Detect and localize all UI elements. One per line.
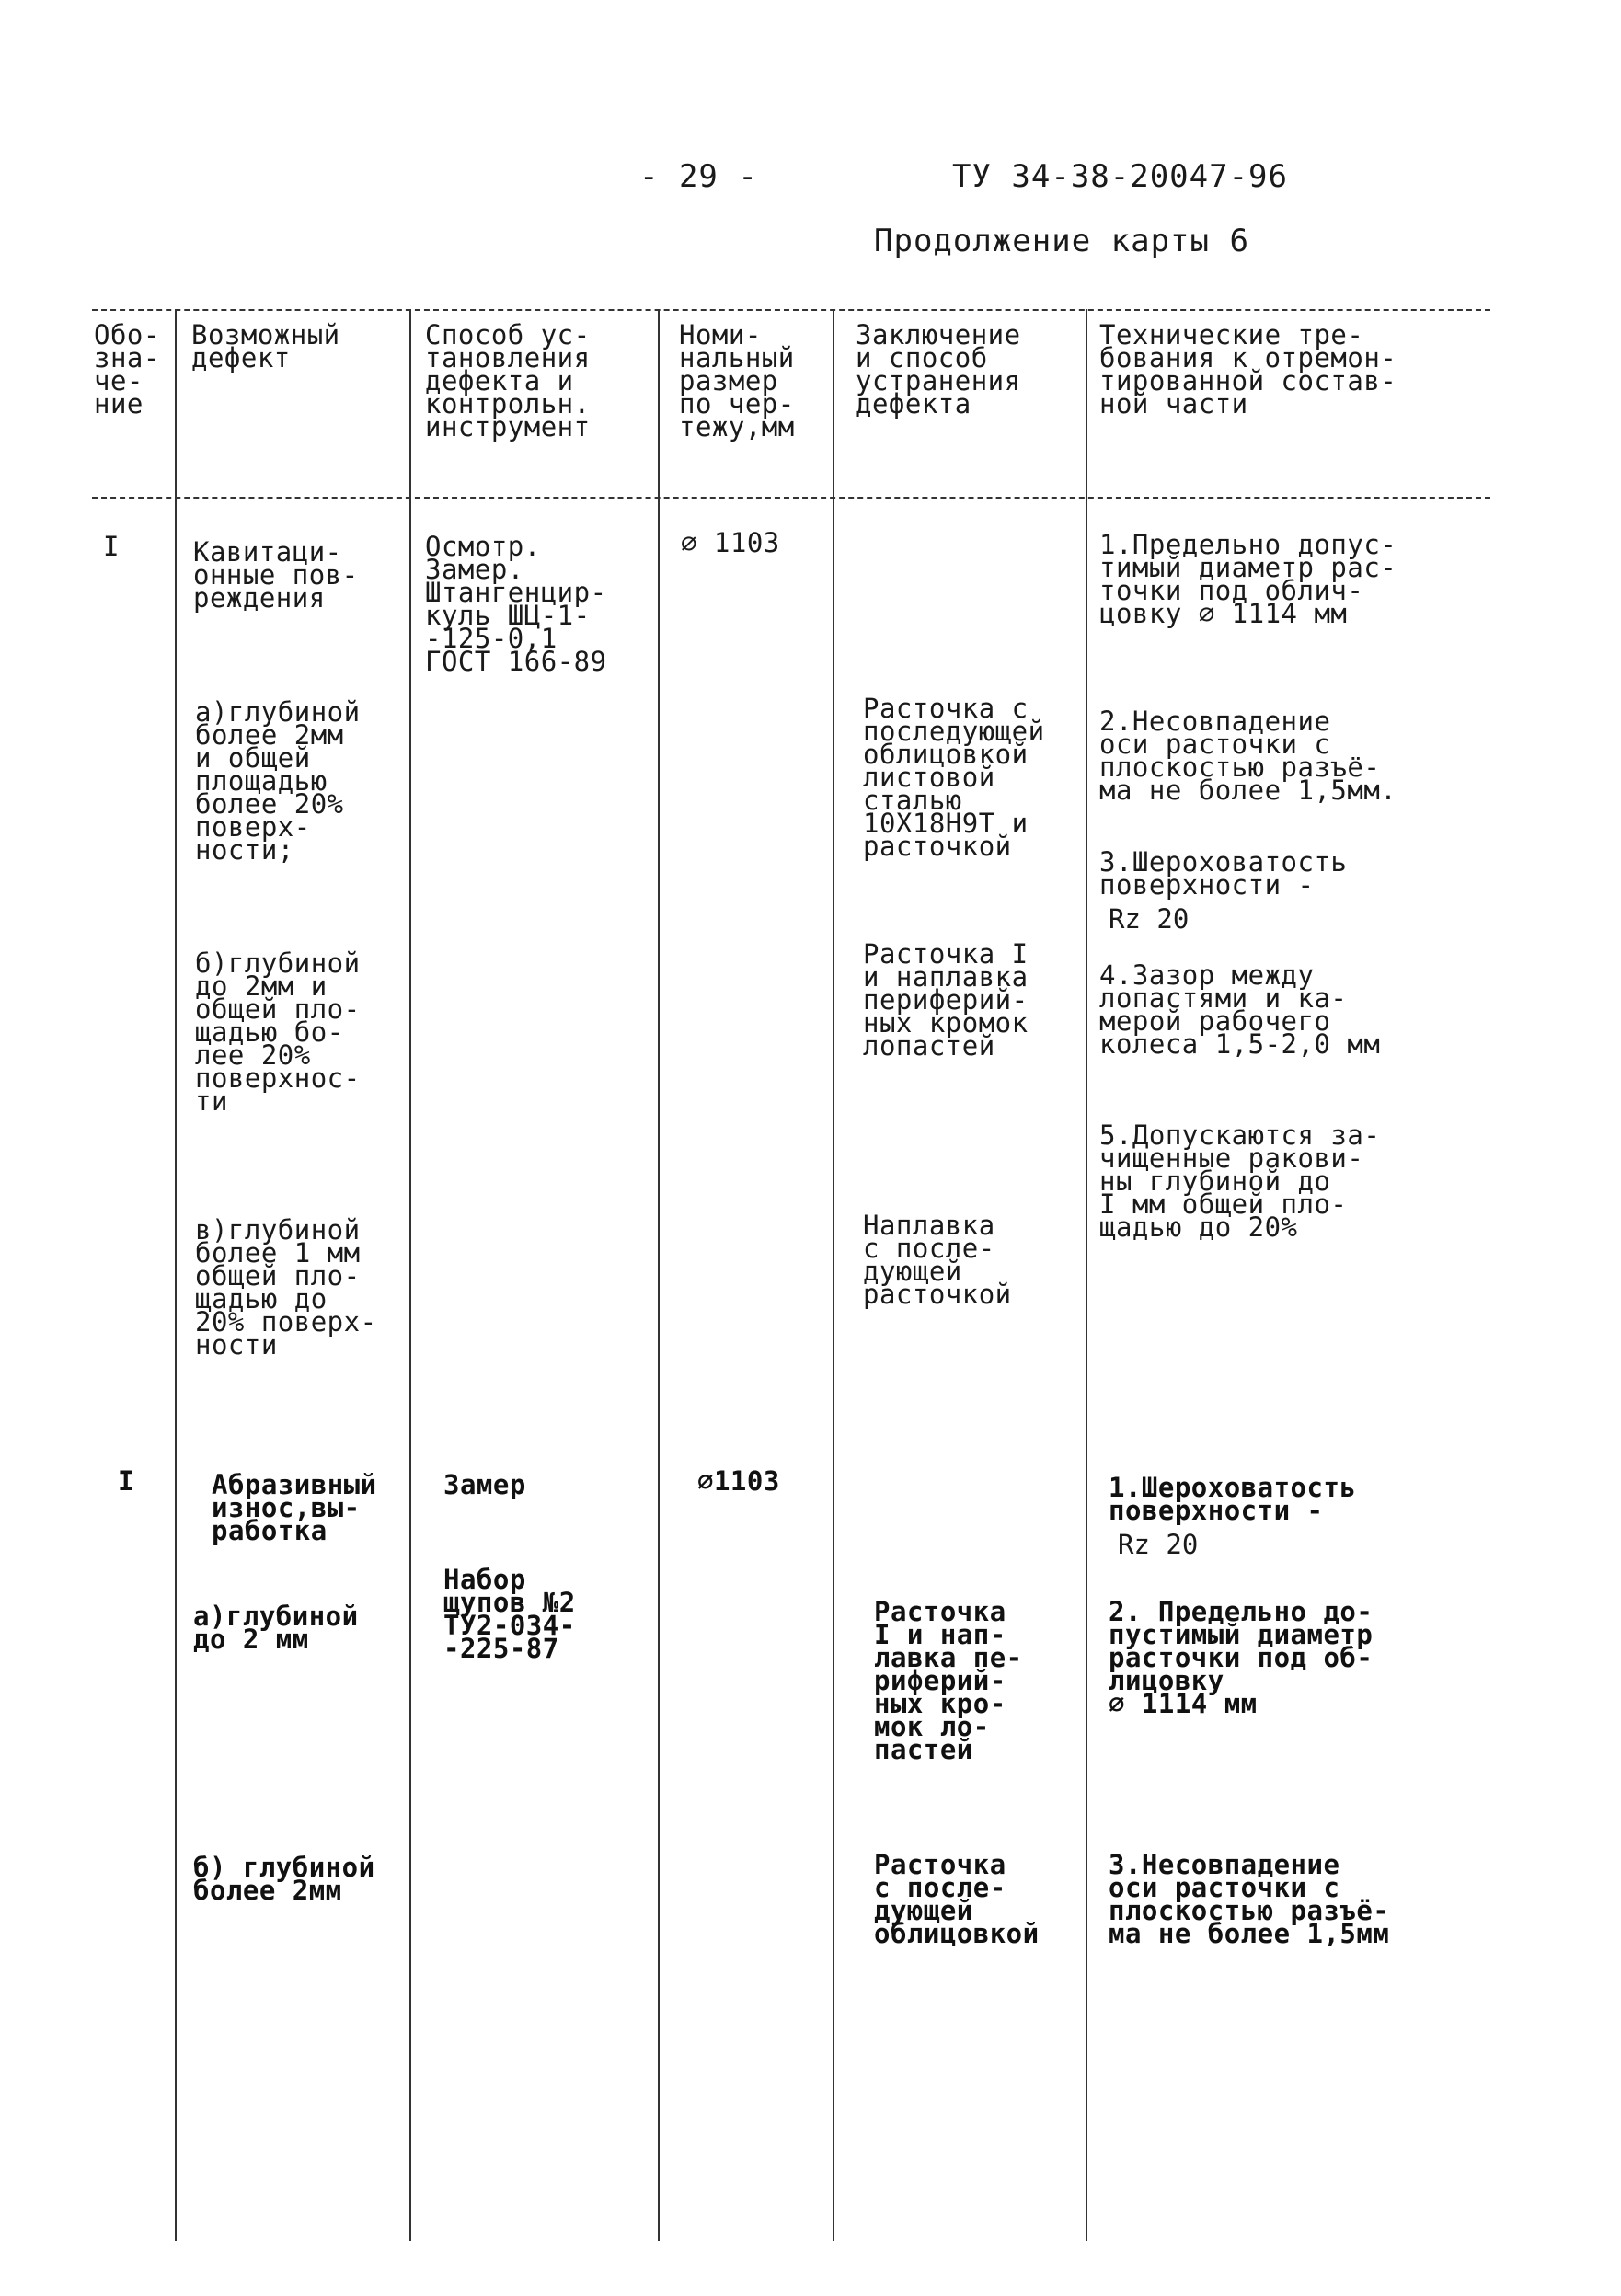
defect-variant-a: а)глубиной до 2 мм bbox=[193, 1601, 359, 1655]
roughness-symbol: Rz 20 bbox=[1118, 1529, 1199, 1560]
column-divider-2 bbox=[409, 309, 411, 2241]
continuation-label: Продолжение карты 6 bbox=[874, 223, 1249, 259]
defect-title: Абразивный износ,вы- работка bbox=[212, 1469, 377, 1546]
column-divider-3 bbox=[658, 309, 660, 2241]
requirement-2: 2.Несовпадение оси расточки с плоскостью разъё- ма не более 1,5мм. bbox=[1099, 706, 1397, 806]
control-instrument: Набор щупов №2 ТУ2-034- -225-87 bbox=[443, 1564, 576, 1664]
requirement-3: 3.Несовпадение оси расточки с плоскостью разъё- ма не более 1,5мм bbox=[1109, 1849, 1390, 1949]
nominal-size: ∅1103 bbox=[697, 1465, 780, 1497]
column-header-requirements: Технические тре- бования к отремон- тированной состав- ной части bbox=[1099, 319, 1397, 419]
column-divider-5 bbox=[1086, 309, 1087, 2241]
page-number: - 29 - bbox=[639, 158, 758, 195]
document-code: ТУ 34-38-20047-96 bbox=[952, 158, 1288, 195]
remedy-b: Расточка с после- дующей облицовкой bbox=[874, 1849, 1040, 1949]
row-designation: I bbox=[103, 531, 120, 562]
defect-variant-b: б)глубиной до 2мм и общей пло- щадью бо- лее 20% поверхнос- ти bbox=[195, 947, 361, 1117]
defect-variant-b: б) глубиной более 2мм bbox=[193, 1852, 375, 1906]
remedy-b: Расточка I и наплавка периферий- ных кромок лопастей bbox=[863, 938, 1029, 1062]
requirement-3: 3.Шероховатость поверхности - bbox=[1099, 846, 1348, 901]
requirement-1: 1.Шероховатость поверхности - bbox=[1109, 1472, 1357, 1526]
defect-variant-c: в)глубиной более 1 мм общей пло- щадью до 20% поверх- ности bbox=[195, 1214, 377, 1360]
defect-variant-a: а)глубиной более 2мм и общей площадью более 20% поверх- ности; bbox=[195, 696, 361, 866]
remedy-c: Наплавка с после- дующей расточкой bbox=[863, 1210, 1012, 1310]
column-divider-4 bbox=[833, 309, 834, 2241]
requirement-4: 4.Зазор между лопастями и ка- мерой рабочего колеса 1,5-2,0 мм bbox=[1099, 959, 1381, 1060]
remedy-a: Расточка I и нап- лавка пе- риферий- ных кро- мок ло- пастей bbox=[874, 1596, 1023, 1765]
roughness-symbol: Rz 20 bbox=[1109, 903, 1190, 935]
nominal-size: ∅ 1103 bbox=[681, 527, 780, 558]
control-method: Замер bbox=[443, 1469, 526, 1500]
column-header-designation: Обо- зна- че- ние bbox=[94, 319, 160, 419]
row-designation: I bbox=[118, 1465, 134, 1497]
table-top-rule bbox=[92, 309, 1490, 311]
column-header-defect: Возможный дефект bbox=[191, 319, 340, 373]
column-header-nominal: Номи- нальный размер по чер- тежу,мм bbox=[679, 319, 795, 442]
control-method: Осмотр. Замер. Штангенцир- куль ШЦ-1- -125-0,1 ГОСТ 166-89 bbox=[425, 531, 607, 677]
defect-title: Кавитаци- онные пов- реждения bbox=[193, 536, 359, 614]
requirement-1: 1.Предельно допус- тимый диаметр рас- точки под облич- цовку ∅ 1114 мм bbox=[1099, 529, 1397, 629]
column-header-method: Способ ус- тановления дефекта и контрольн. инструмент bbox=[425, 319, 591, 442]
requirement-2: 2. Предельно до- пустимый диаметр расточки под об- лицовку ∅ 1114 мм bbox=[1109, 1596, 1374, 1719]
requirement-5: 5.Допускаются за- чищенные ракови- ны глубиной до I мм общей пло- щадью до 20% bbox=[1099, 1119, 1381, 1243]
column-header-remedy: Заключение и способ устранения дефекта bbox=[856, 319, 1021, 419]
column-divider-1 bbox=[175, 309, 177, 2241]
remedy-a: Расточка с последующей облицовкой листовой сталью 10Х18Н9Т и расточкой bbox=[863, 693, 1045, 862]
header-bottom-rule bbox=[92, 497, 1490, 499]
